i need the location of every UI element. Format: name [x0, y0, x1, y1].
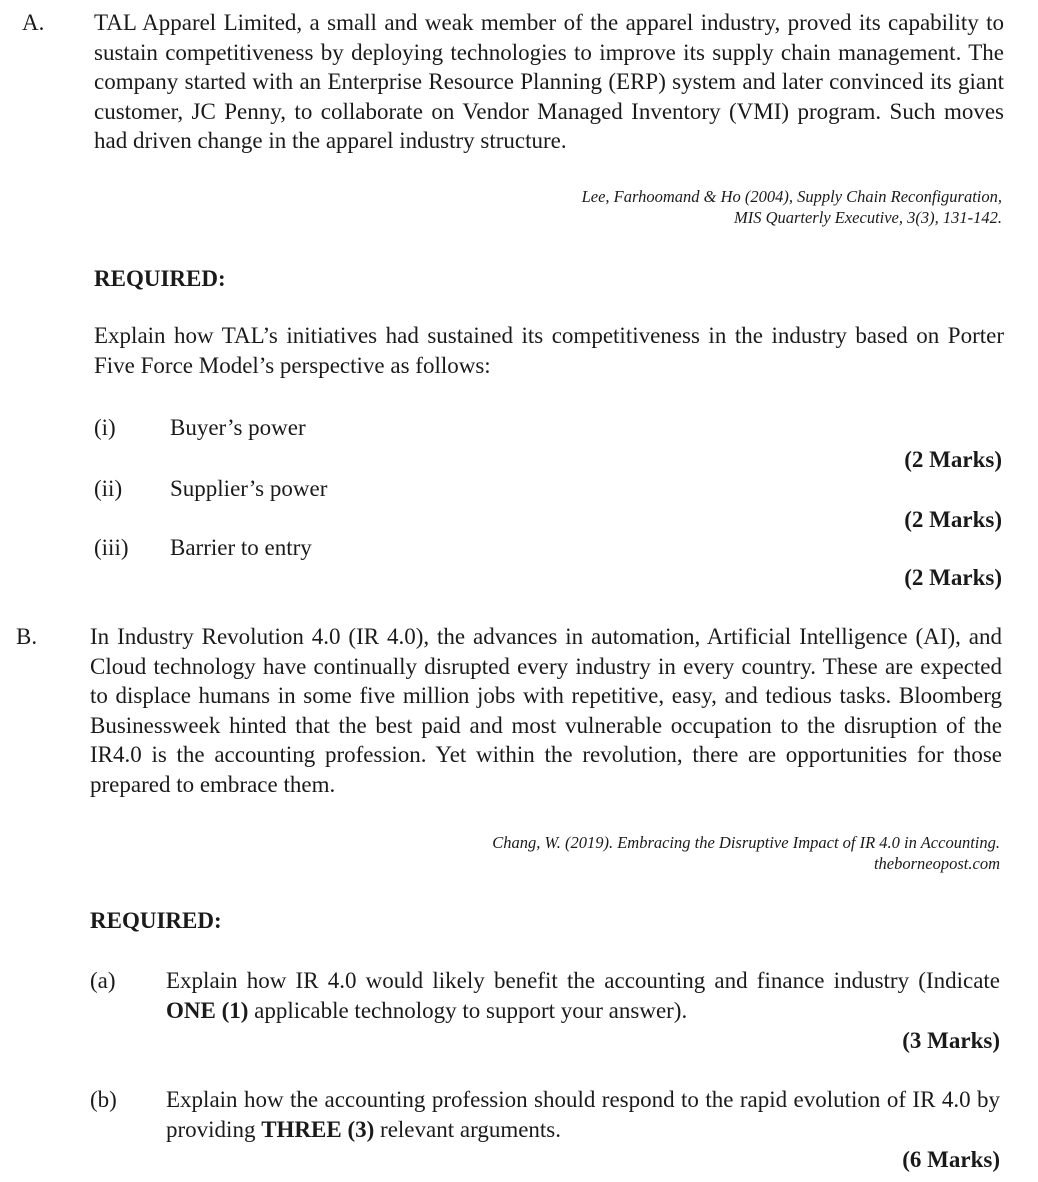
item-text-part: Explain how IR 4.0 would likely benefit the accounting and finance industry (Indicate	[166, 968, 1000, 993]
section-b-label: B.	[16, 624, 38, 649]
item-number: (ii)	[94, 476, 123, 501]
item-text: Buyer’s power	[170, 415, 306, 440]
citation-line-1: Chang, W. (2019). Embracing the Disruptive Impact of IR 4.0 in Accounting.	[492, 833, 1000, 852]
section-b-paragraph: In Industry Revolution 4.0 (IR 4.0), the advances in automation, Artificial Intelligence (AI), and Cloud technology have continually disrupted every industry in every country. These are expected to displace humans in some five million jobs with repetitive, easy, and tedious tasks. Bloomberg Businessweek hinted that the best paid and most vulnerable occupation to the disruption of the IR4.0 is the accounting profession. Yet within the revolution, there are opportunities for those prepared to embrace them.	[90, 624, 1002, 797]
section-b-required-heading: REQUIRED:	[90, 908, 222, 933]
section-a-instruction: Explain how TAL’s initiatives had sustained its competitiveness in the industry based on Porter Five Force Model’s perspective as follows:	[94, 323, 1004, 378]
item-number: (b)	[90, 1087, 117, 1112]
item-emphasis: THREE (3)	[261, 1116, 375, 1142]
item-marks: (2 Marks)	[904, 507, 1002, 532]
item-number: (a)	[90, 968, 116, 993]
citation-line-2: MIS Quarterly Executive, 3(3), 131-142.	[733, 208, 1002, 227]
item-text: Supplier’s power	[170, 476, 328, 501]
section-a-label: A.	[22, 10, 45, 35]
item-number: (i)	[94, 415, 116, 440]
item-marks: (6 Marks)	[902, 1147, 1000, 1172]
item-text	[166, 966, 1000, 1025]
item-marks: (2 Marks)	[904, 447, 1002, 472]
citation-line-1: Lee, Farhoomand & Ho (2004), Supply Chain Reconfiguration,	[581, 187, 1002, 206]
item-emphasis: ONE (1)	[166, 997, 249, 1023]
item-text-part: applicable technology to support your answer).	[248, 997, 688, 1023]
item-text-part: Explain how the accounting profession should respond to the rapid evolution of IR 4.0 by providing	[166, 1087, 1000, 1142]
item-marks: (2 Marks)	[904, 565, 1002, 590]
item-text	[166, 1085, 1000, 1144]
section-a-required-heading: REQUIRED:	[94, 266, 226, 291]
item-text-part: relevant arguments.	[374, 1116, 562, 1142]
citation-line-2: theborneopost.com	[873, 854, 1000, 873]
section-b-citation	[300, 832, 1000, 874]
section-a-citation	[300, 186, 1002, 228]
item-number: (iii)	[94, 535, 129, 560]
item-text: Barrier to entry	[170, 535, 312, 560]
section-a-paragraph: TAL Apparel Limited, a small and weak member of the apparel industry, proved its capability to sustain competitiveness by deploying technologies to improve its supply chain management. The company started with an Enterprise Resource Planning (ERP) system and later convinced its giant customer, JC Penny, to collaborate on Vendor Managed Inventory (VMI) program. Such moves had driven change in the apparel industry structure.	[94, 10, 1004, 153]
item-marks: (3 Marks)	[902, 1028, 1000, 1053]
